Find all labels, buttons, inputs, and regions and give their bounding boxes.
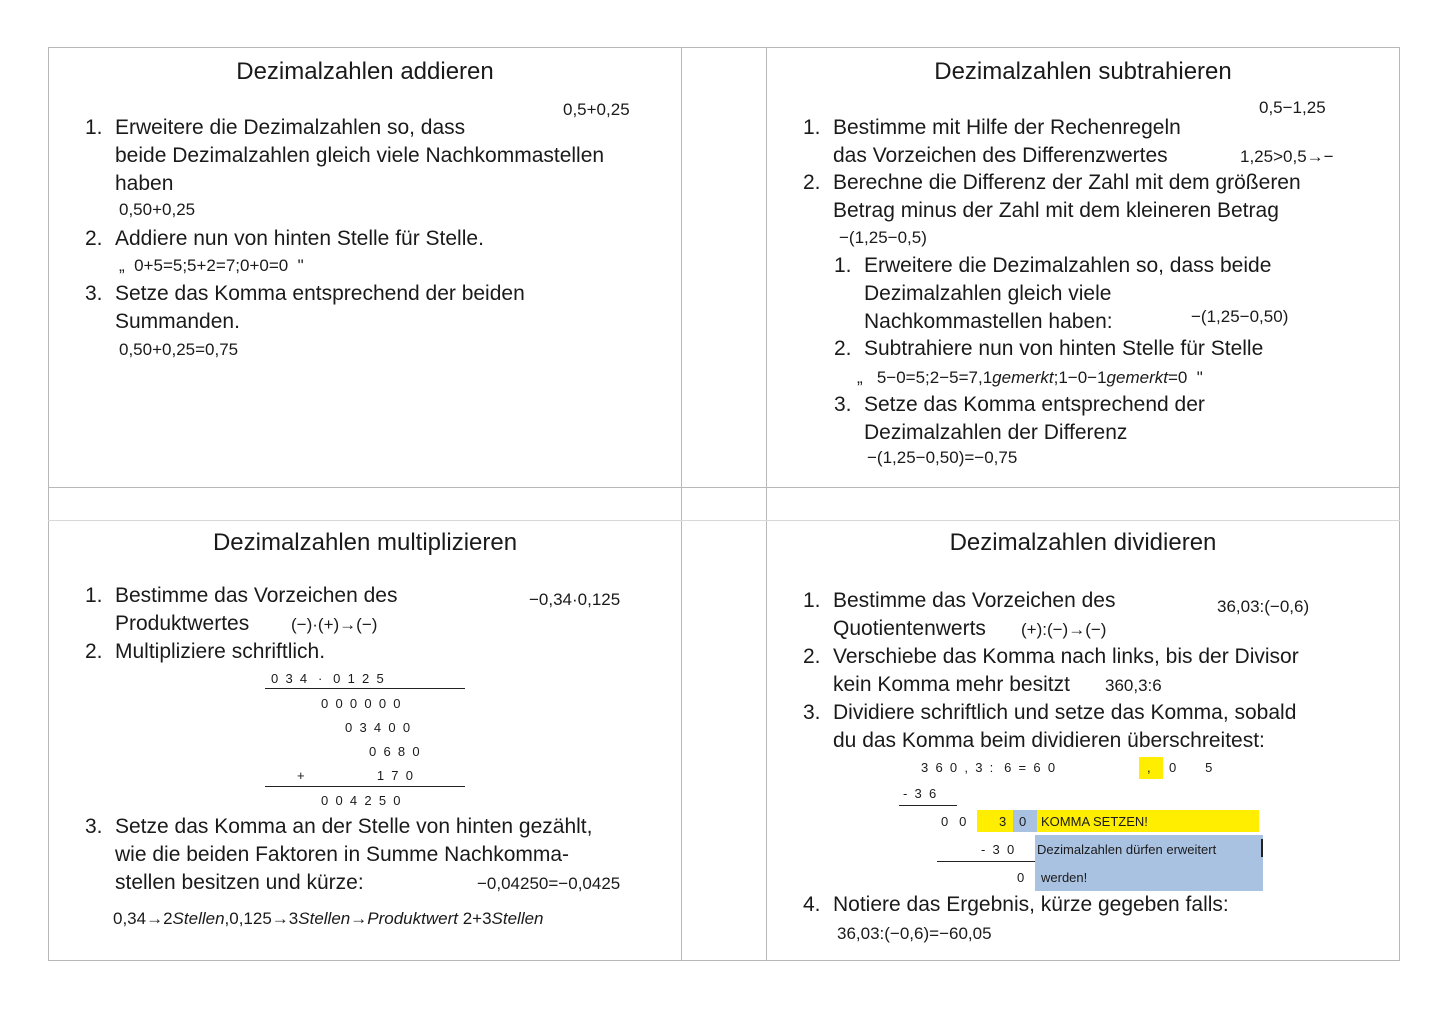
div-row-5: 0 bbox=[1017, 870, 1025, 885]
step-number: 3. bbox=[834, 393, 852, 416]
step-text: Dividiere schriftlich und setze das Komma, sobald du das Komma beim dividieren überschreitest: bbox=[833, 701, 1297, 752]
step-text: Setze das Komma an der Stelle von hinten gezählt, wie die beiden Faktoren in Summe Nachkomma- stellen besitzen und kürze: bbox=[115, 815, 593, 894]
card-subtrahieren bbox=[767, 48, 1399, 487]
border-bottom bbox=[48, 960, 1400, 961]
step-number: 1. bbox=[803, 116, 821, 139]
div-row-1-tail: 0 5 bbox=[1169, 760, 1213, 775]
step-number: 2. bbox=[803, 171, 821, 194]
note-werden: werden! bbox=[1041, 870, 1088, 885]
math-digit-steps: „ 0+5=5;5+2=7;0+0=0 " bbox=[119, 256, 304, 275]
mult-line-top bbox=[265, 688, 465, 689]
math-extended: −(1,25−0,50) bbox=[1191, 307, 1289, 326]
div-row-3-digit: 0 bbox=[1019, 814, 1027, 829]
step-text: Notiere das Ergebnis, kürze gegeben falls: bbox=[833, 893, 1229, 916]
div-line-1 bbox=[899, 805, 957, 806]
math-sign: 1,25>0,5→− bbox=[1240, 147, 1334, 166]
card-multiplizieren bbox=[49, 521, 681, 960]
math-result: −(1,25−0,50)=−0,75 bbox=[867, 448, 1018, 467]
comma-highlight bbox=[1139, 757, 1163, 779]
divider-vertical-1 bbox=[681, 47, 682, 961]
card-dividieren bbox=[767, 521, 1399, 960]
step-number: 2. bbox=[834, 337, 852, 360]
step-text: Bestimme mit Hilfe der Rechenregeln das Vorzeichen des Differenzwertes bbox=[833, 116, 1181, 167]
card-title: Dezimalzahlen subtrahieren bbox=[934, 58, 1232, 85]
card-title: Dezimalzahlen dividieren bbox=[949, 529, 1217, 556]
step-text: Addiere nun von hinten Stelle für Stelle. bbox=[115, 227, 484, 250]
step-text: Bestimme das Vorzeichen des Produktwertes bbox=[115, 584, 398, 635]
div-row-1-comma: , bbox=[1147, 760, 1151, 775]
mult-row-partial: 0 6 8 0 bbox=[369, 744, 420, 759]
math-shift: 360,3:6 bbox=[1105, 676, 1162, 695]
step-number: 2. bbox=[803, 645, 821, 668]
step-text: Setze das Komma entsprechend der beiden Summanden. bbox=[115, 282, 525, 333]
note-komma-setzen: KOMMA SETZEN! bbox=[1041, 814, 1148, 829]
math-result: 36,03:(−0,6)=−60,05 bbox=[837, 924, 992, 943]
math-sign: (−)·(+)→(−) bbox=[291, 615, 378, 634]
mult-row-partial: 0 3 4 0 0 bbox=[345, 720, 411, 735]
step-number: 3. bbox=[803, 701, 821, 724]
math-extended: 0,50+0,25 bbox=[119, 200, 196, 219]
div-row-1: 3 6 0 , 3 : 6 = 6 0 bbox=[921, 760, 1056, 775]
step-number: 1. bbox=[85, 116, 103, 139]
div-line-2 bbox=[937, 861, 1035, 862]
div-row-3: 0 0 bbox=[941, 814, 967, 829]
step-number: 1. bbox=[803, 589, 821, 612]
mult-row-partial: 0 0 0 0 0 0 bbox=[321, 696, 401, 711]
step-number: 3. bbox=[85, 282, 103, 305]
card-addieren bbox=[49, 48, 681, 487]
step-number: 3. bbox=[85, 815, 103, 838]
step-text: Berechne die Differenz der Zahl mit dem größeren Betrag minus der Zahl mit dem kleineren Betrag bbox=[833, 171, 1301, 222]
example-expression: 36,03:(−0,6) bbox=[1217, 597, 1310, 616]
step-number: 2. bbox=[85, 227, 103, 250]
example-expression: 0,5+0,25 bbox=[563, 100, 630, 119]
note-erweitert: Dezimalzahlen dürfen erweitert bbox=[1037, 842, 1217, 857]
mult-row-result: 0 0 4 2 5 0 bbox=[321, 793, 401, 808]
step-text: Erweitere die Dezimalzahlen so, dass beide Dezimalzahlen gleich viele Nachkommastellen haben bbox=[115, 116, 605, 195]
math-digit-steps: „ 5−0=5;2−5=7,1gemerkt;1−0−1gemerkt=0 " bbox=[857, 368, 1203, 387]
step-number: 1. bbox=[834, 254, 852, 277]
step-text: Erweitere die Dezimalzahlen so, dass beide Dezimalzahlen gleich viele Nachkommastellen haben: bbox=[864, 254, 1272, 333]
step-number: 1. bbox=[85, 584, 103, 607]
div-row-4: - 3 0 bbox=[981, 842, 1015, 857]
mult-row-partial: + 1 7 0 bbox=[297, 768, 413, 783]
step-text: Subtrahiere nun von hinten Stelle für Stelle bbox=[864, 337, 1264, 360]
step-text: Setze das Komma entsprechend der Dezimalzahlen der Differenz bbox=[864, 393, 1205, 444]
step-number: 2. bbox=[85, 640, 103, 663]
text-cursor bbox=[1261, 839, 1263, 857]
step-number: 4. bbox=[803, 893, 821, 916]
math-result: 0,50+0,25=0,75 bbox=[119, 340, 239, 359]
divider-horizontal-1 bbox=[48, 487, 1400, 488]
mult-line-bottom bbox=[265, 786, 465, 787]
step-text: Bestimme das Vorzeichen des Quotientenwerts bbox=[833, 589, 1116, 640]
digit-highlight bbox=[977, 810, 1017, 832]
mult-row-factors: 0 3 4 · 0 1 2 5 bbox=[271, 671, 384, 686]
card-title: Dezimalzahlen addieren bbox=[236, 58, 494, 85]
math-difference: −(1,25−0,5) bbox=[839, 228, 927, 247]
div-row-2: - 3 6 bbox=[903, 786, 937, 801]
card-title: Dezimalzahlen multiplizieren bbox=[212, 529, 518, 556]
math-result: −0,04250=−0,0425 bbox=[477, 874, 621, 893]
math-sign: (+):(−)→(−) bbox=[1021, 620, 1107, 639]
step-text: Verschiebe das Komma nach links, bis der Divisor kein Komma mehr besitzt bbox=[833, 645, 1299, 696]
example-expression: 0,5−1,25 bbox=[1259, 98, 1326, 117]
div-row-3-digit: 3 bbox=[999, 814, 1007, 829]
example-expression: −0,34·0,125 bbox=[529, 590, 621, 609]
border-right bbox=[1399, 47, 1400, 961]
step-text: Multipliziere schriftlich. bbox=[115, 640, 326, 663]
math-factor-places: 0,34→2Stellen,0,125→3Stellen→Produktwert 2+3Stellen bbox=[113, 909, 544, 928]
